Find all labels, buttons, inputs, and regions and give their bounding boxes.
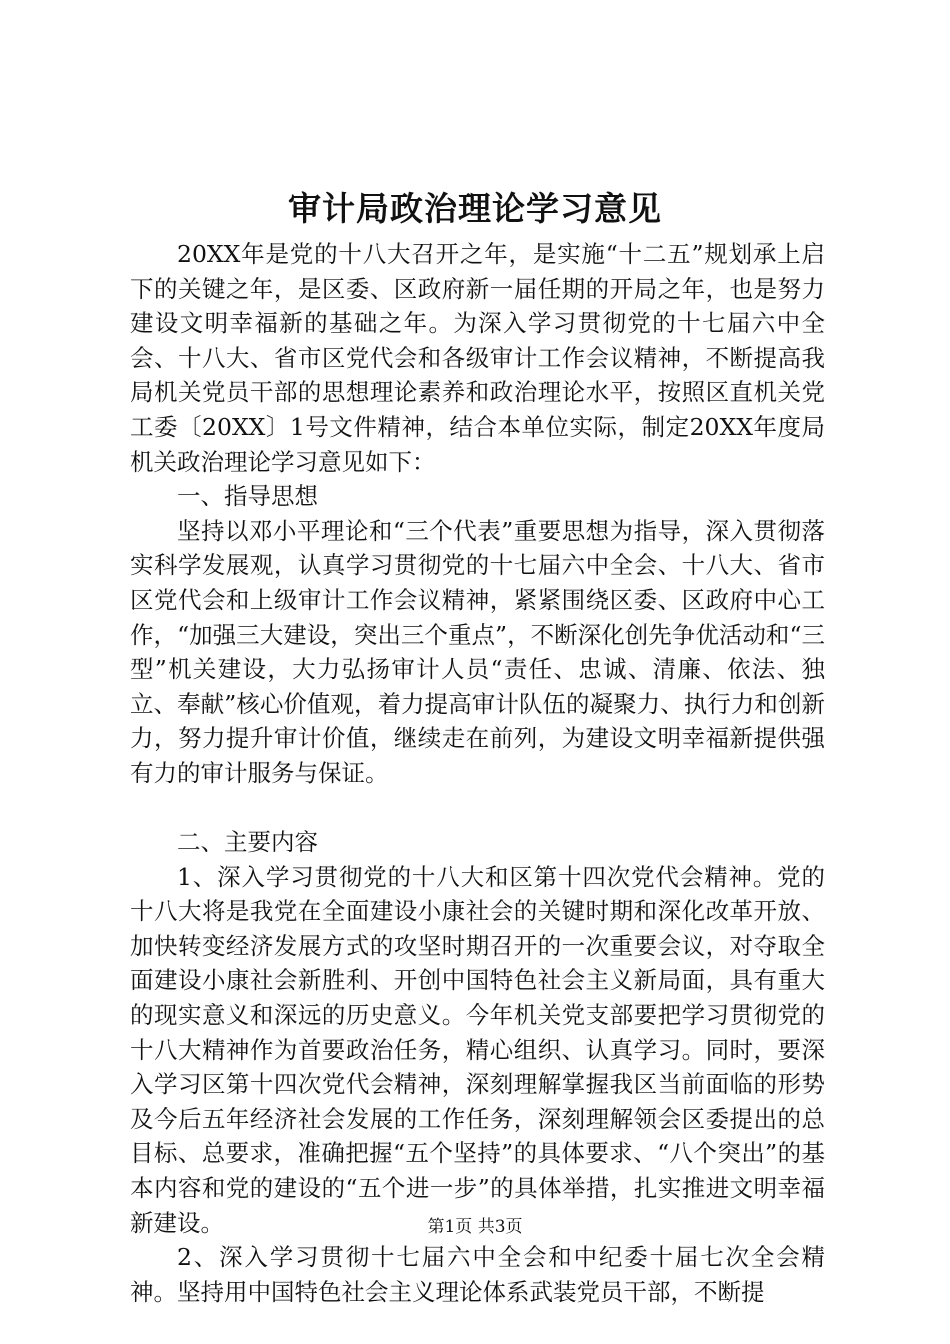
intro-paragraph: 20XX年是党的十八大召开之年，是实施“十二五”规划承上启下的关键之年，是区委、区政府新一届任期的开局之年，也是努力建设文明幸福新的基础之年。为深入学习贯彻党的十七届六中全会、十八大、省市区党代会和各级审计工作会议精神，不断提高我局机关党员干部的思想理论素养和政治理论水平，按照区直机关党工委〔20XX〕1号文件精神，结合本单位实际，制定20XX年度局机关政治理论学习意见如下： xyxy=(130,240,825,476)
section-2-item-1: 1、深入学习贯彻党的十八大和区第十四次党代会精神。党的十八大将是我党在全面建设小康社会的关键时期和深化改革开放、加快转变经济发展方式的攻坚时期召开的一次重要会议，对夺取全面建设小康社会新胜利、开创中国特色社会主义新局面，具有重大的现实意义和深远的历史意义。今年机关党支部要把学习贯彻党的十八大精神作为首要政治任务，精心组织、认真学习。同时，要深入学习区第十四次党代会精神，深刻理解掌握我区当前面临的形势及今后五年经济社会发展的工作任务，深刻理解领会区委提出的总目标、总要求，准确把握“五个坚持”的具体要求、“八个突出”的基本内容和党的建设的“五个进一步”的具体举措，扎实推进文明幸福新建设。 xyxy=(130,862,825,1237)
document-title: 审计局政治理论学习意见 xyxy=(288,189,662,228)
document-body xyxy=(130,237,825,1309)
section-1-heading: 一、指导思想 xyxy=(177,482,318,511)
section-2-item-2: 2、深入学习贯彻十七届六中全会和中纪委十届七次全会精神。坚持用中国特色社会主义理论体系武装党员干部，不断提 xyxy=(130,1243,825,1306)
section-2-heading: 二、主要内容 xyxy=(177,828,318,857)
section-1-paragraph: 坚持以邓小平理论和“三个代表”重要思想为指导，深入贯彻落实科学发展观，认真学习贯彻党的十七届六中全会、十八大、省市区党代会和上级审计工作会议精神，紧紧围绕区委、区政府中心工作，“加强三大建设，突出三个重点”，不断深化创先争优活动和“三型”机关建设，大力弘扬审计人员“责任、忠诚、清廉、依法、独立、奉献”核心价值观，着力提高审计队伍的凝聚力、执行力和创新力，努力提升审计价值，继续走在前列，为建设文明幸福新提供强有力的审计服务与保证。 xyxy=(130,516,825,787)
paragraph-spacer xyxy=(130,791,825,826)
page-footer: 第1页 共3页 xyxy=(427,1217,523,1237)
